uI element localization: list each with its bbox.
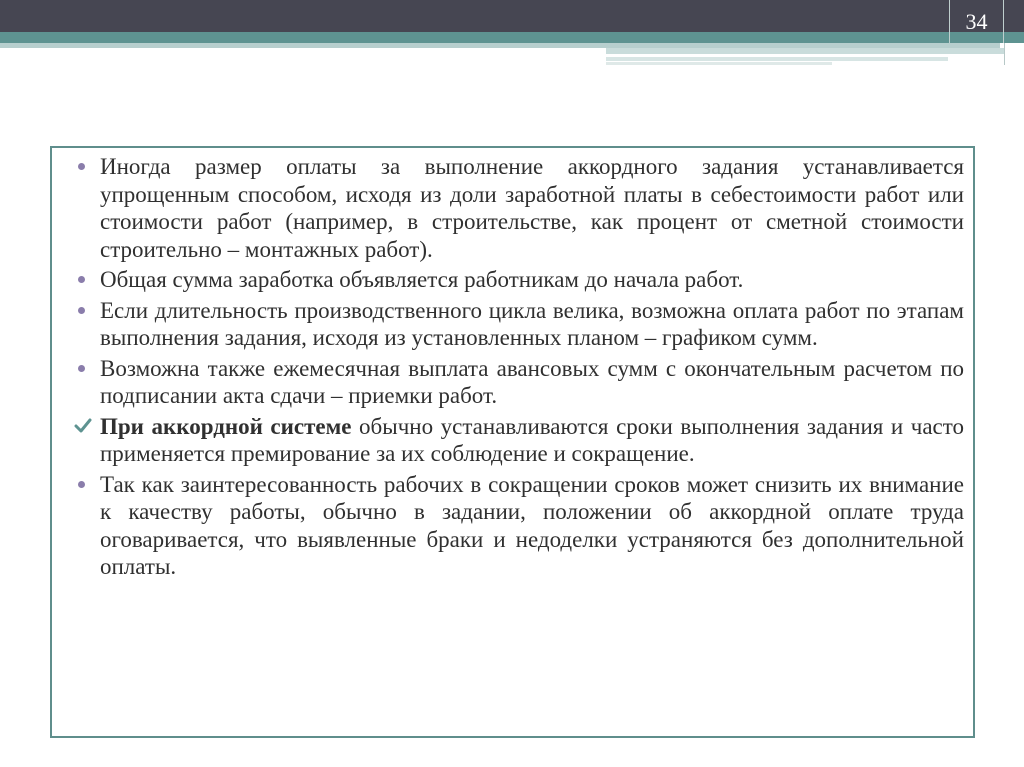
- page-number: 34: [965, 8, 988, 34]
- decor-line: [1004, 43, 1005, 65]
- page-number-box: [949, 0, 1004, 43]
- bullet-item: [74, 355, 964, 410]
- decor-strip: [606, 48, 1004, 54]
- bullet-text: Общая сумма заработка объявляется работникам до начала работ.: [100, 267, 744, 292]
- bullet-item: [74, 413, 964, 468]
- bullet-item: [74, 471, 964, 581]
- bullet-dot-icon: [78, 163, 85, 170]
- header-bar: [0, 0, 1024, 32]
- bullet-item: [74, 266, 964, 294]
- bullet-text: Иногда размер оплаты за выполнение аккордного задания устанавливается упрощенным способом, исходя из доли заработной платы в себестоимости работ или стоимости работ (например, в строительстве, как процент от сметной стоимости строительно – монтажных работ).: [100, 154, 964, 262]
- bullet-dot-icon: [78, 481, 85, 488]
- decor-strip: [606, 57, 948, 61]
- bullet-dot-icon: [78, 365, 85, 372]
- bullet-list: [74, 153, 964, 584]
- check-icon: [74, 418, 92, 434]
- bullet-text: Так как заинтересованность рабочих в сокращении сроков может снизить их внимание к качеству работы, обычно в задании, положении об аккордной оплате труда оговаривается, что выявленные браки и недоделки устраняются без дополнительной оплаты.: [100, 471, 964, 579]
- decor-strip: [606, 62, 832, 65]
- bullet-bold-text: При аккордной системе: [100, 413, 352, 439]
- bullet-text: Если длительность производственного цикла велика, возможна оплата работ по этапам выполнения задания, исходя из установленных планом – графиком сумм.: [100, 297, 964, 350]
- bullet-dot-icon: [78, 307, 85, 314]
- header-accent-band: [0, 32, 1024, 43]
- bullet-item: [74, 153, 964, 263]
- bullet-text: Возможна также ежемесячная выплата авансовых сумм с окончательным расчетом по подписании акта сдачи – приемки работ.: [100, 355, 964, 408]
- bullet-text: обычно устанавливаются сроки выполнения задания и часто применяется премирование за их соблюдение и сокращение.: [100, 413, 965, 466]
- bullet-dot-icon: [78, 276, 85, 283]
- bullet-item: [74, 297, 964, 352]
